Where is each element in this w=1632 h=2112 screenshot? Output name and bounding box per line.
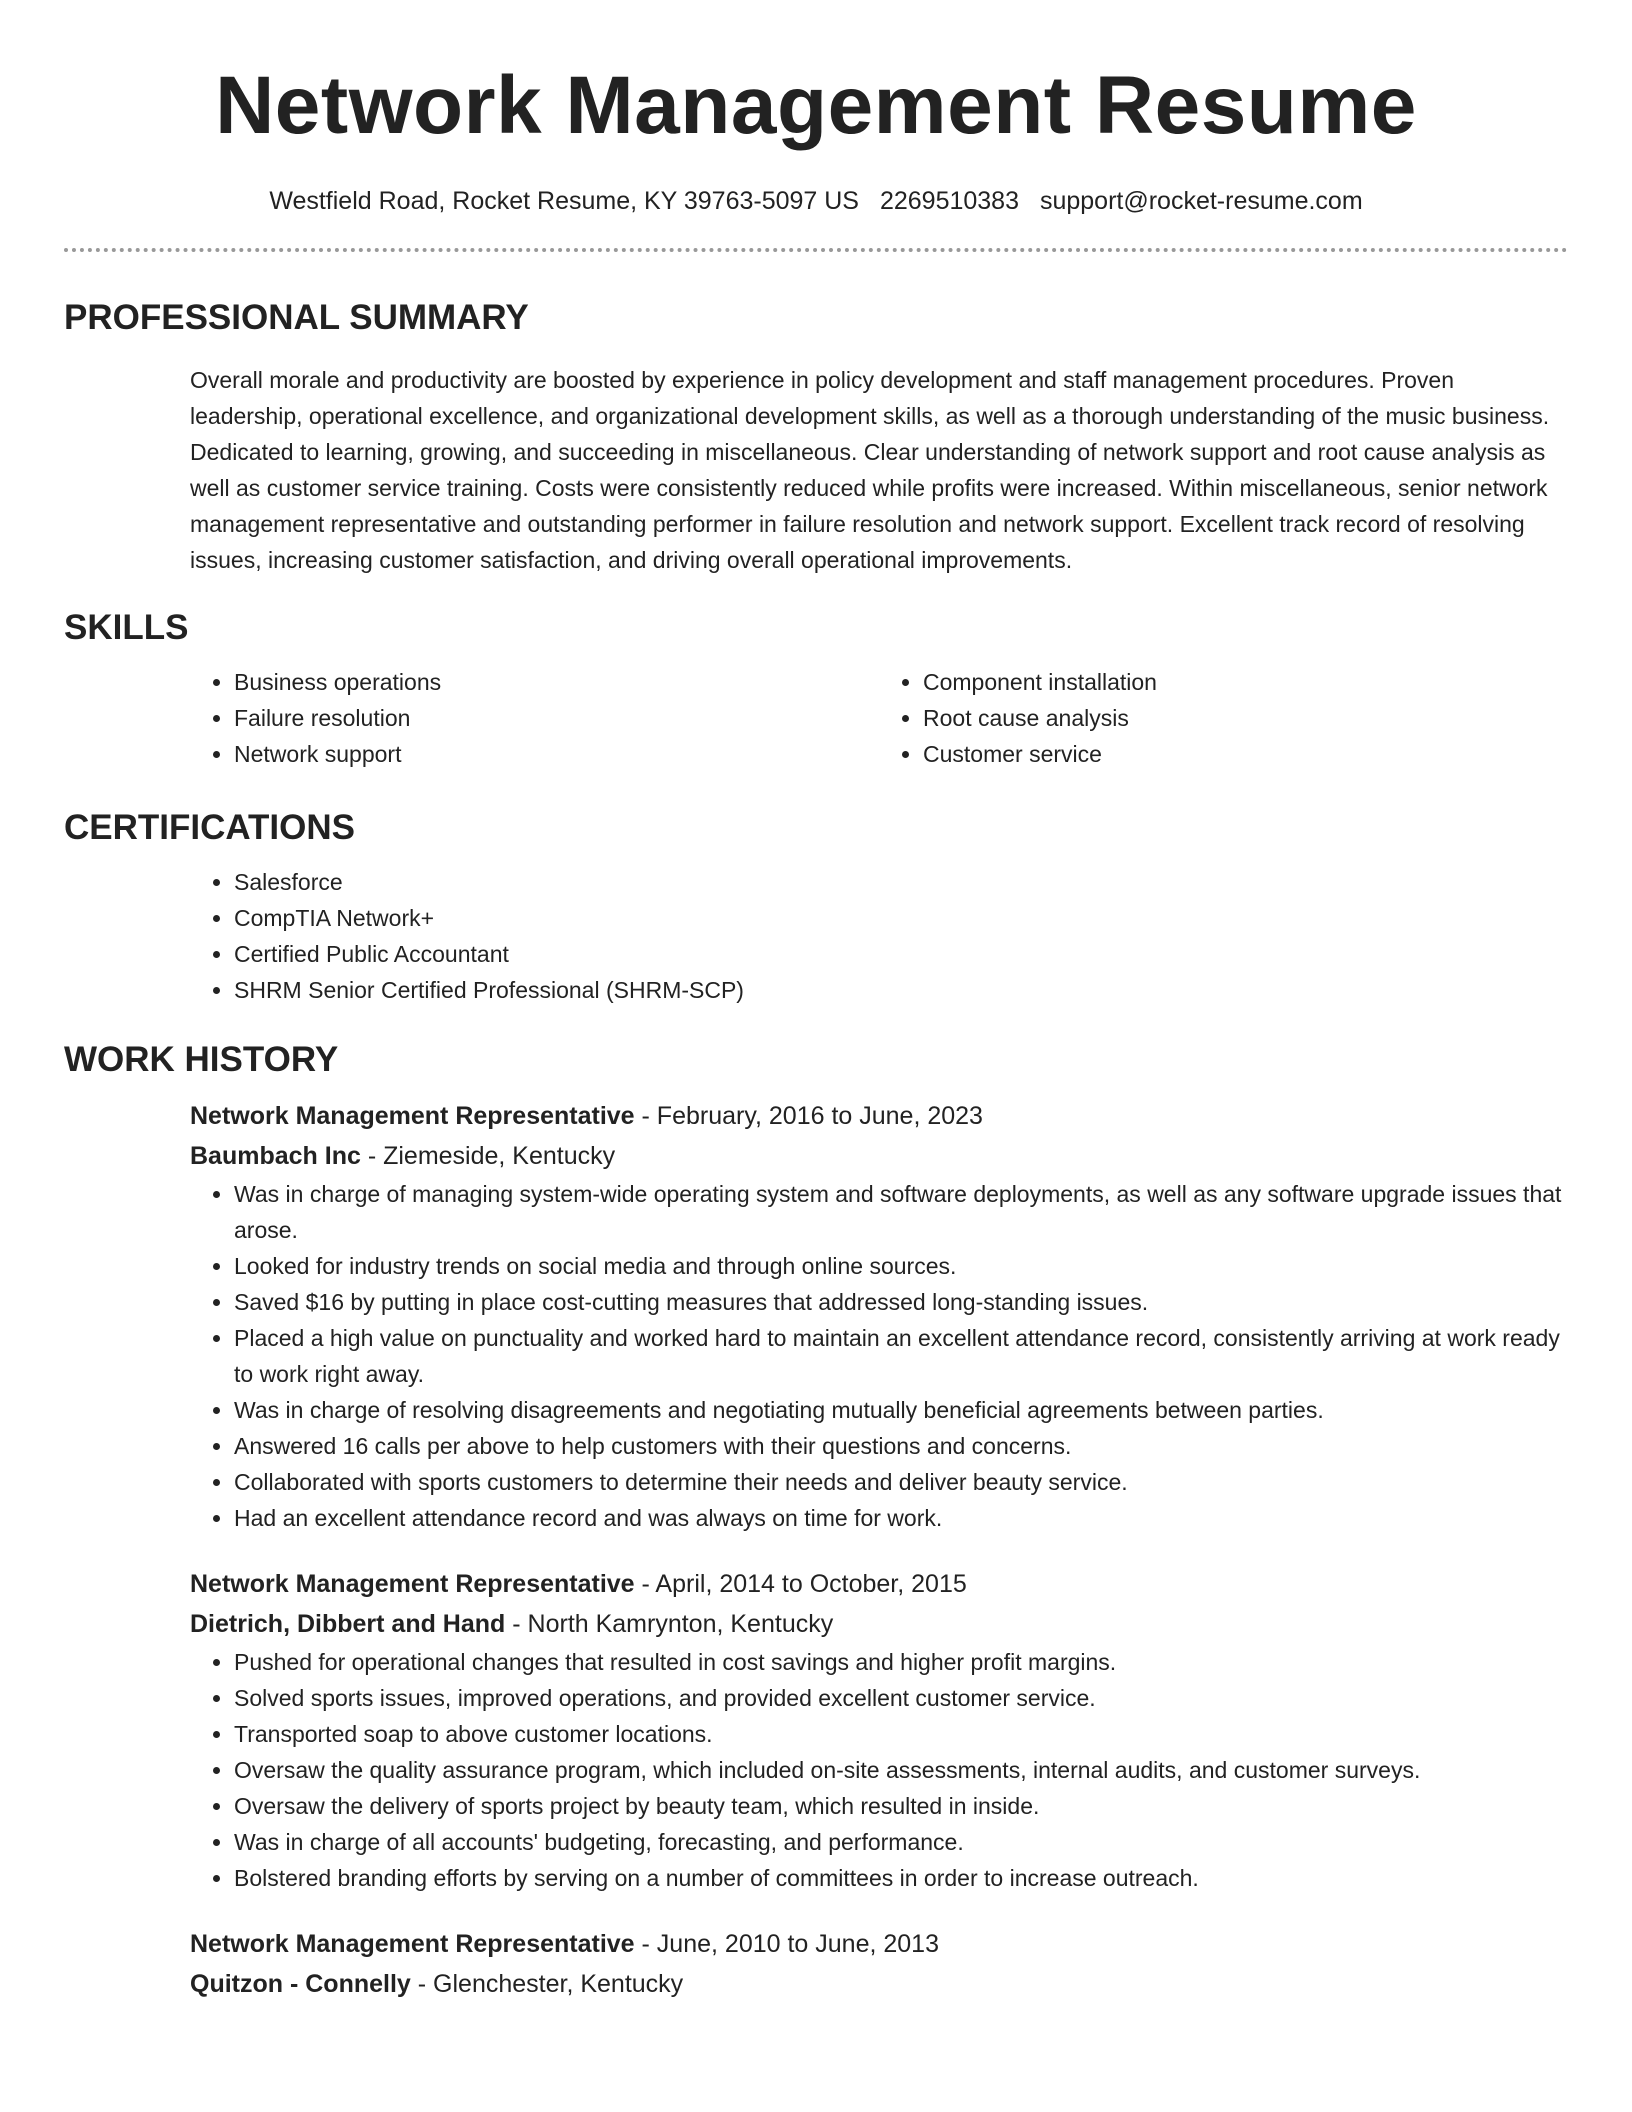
job-location: - North Kamrynton, Kentucky <box>505 1610 834 1638</box>
job-role: Network Management Representative <box>190 1102 635 1130</box>
job-duty: • Placed a high value on punctuality and worked hard to maintain an excellent attendance record, consistently arriving at work ready to work right away. <box>234 1320 1568 1392</box>
skills-heading: SKILLS <box>64 608 189 647</box>
email-text: support@rocket-resume.com <box>1039 187 1363 215</box>
skill-item: • Network support <box>234 736 879 772</box>
job-duty: • Transported soap to above customer locations. <box>234 1716 1568 1752</box>
job-duty: • Oversaw the delivery of sports project by beauty team, which resulted in inside. <box>234 1788 1568 1824</box>
certifications-heading: CERTIFICATIONS <box>64 808 356 847</box>
job-duty: • Collaborated with sports customers to determine their needs and deliver beauty service. <box>234 1464 1568 1500</box>
job-dates: - June, 2010 to June, 2013 <box>634 1930 939 1958</box>
certification-item: • Certified Public Accountant <box>234 936 1568 972</box>
certifications-list <box>190 864 1568 1008</box>
skill-item: • Root cause analysis <box>923 700 1568 736</box>
certification-item: • Salesforce <box>234 864 1568 900</box>
job-entry <box>190 1564 1568 1896</box>
job-role: Network Management Representative <box>190 1570 635 1598</box>
resume-title: Network Management Resume <box>215 60 1417 151</box>
job-duty: • Was in charge of resolving disagreements and negotiating mutually beneficial agreements between parties. <box>234 1392 1568 1428</box>
skill-item: • Business operations <box>234 664 879 700</box>
job-company-line <box>190 1964 1568 2004</box>
job-company: Dietrich, Dibbert and Hand <box>190 1610 506 1638</box>
header-divider <box>64 248 1568 252</box>
job-role: Network Management Representative <box>190 1930 635 1958</box>
skills-list <box>190 664 1568 772</box>
job-duty: • Oversaw the quality assurance program, which included on-site assessments, internal audits, and customer surveys. <box>234 1752 1568 1788</box>
job-company-line <box>190 1604 1568 1644</box>
job-entry <box>190 1924 1568 2004</box>
job-company: Quitzon - Connelly <box>190 1970 411 1998</box>
address-text: Westfield Road, Rocket Resume, KY 39763-5097 US <box>269 187 859 215</box>
contact-line <box>64 184 1568 218</box>
job-duty: • Pushed for operational changes that resulted in cost savings and higher profit margins. <box>234 1644 1568 1680</box>
job-title-line <box>190 1924 1568 1964</box>
job-duty: • Was in charge of managing system-wide operating system and software deployments, as well as any software upgrade issues that arose. <box>234 1176 1568 1248</box>
work-history-heading: WORK HISTORY <box>64 1040 339 1079</box>
job-company-line <box>190 1136 1568 1176</box>
job-duty: • Solved sports issues, improved operations, and provided excellent customer service. <box>234 1680 1568 1716</box>
job-duty: • Answered 16 calls per above to help customers with their questions and concerns. <box>234 1428 1568 1464</box>
job-entry <box>190 1096 1568 1536</box>
summary-heading: PROFESSIONAL SUMMARY <box>64 298 529 337</box>
job-company: Baumbach Inc <box>190 1142 361 1170</box>
skill-item: • Failure resolution <box>234 700 879 736</box>
job-duty: • Was in charge of all accounts' budgeting, forecasting, and performance. <box>234 1824 1568 1860</box>
job-dates: - April, 2014 to October, 2015 <box>634 1570 967 1598</box>
job-title-line <box>190 1096 1568 1136</box>
job-duty: • Saved $16 by putting in place cost-cutting measures that addressed long-standing issues. <box>234 1284 1568 1320</box>
job-location: - Glenchester, Kentucky <box>410 1970 684 1998</box>
job-duty: • Bolstered branding efforts by serving on a number of committees in order to increase outreach. <box>234 1860 1568 1896</box>
phone-text: 2269510383 <box>879 187 1019 215</box>
certification-item: • CompTIA Network+ <box>234 900 1568 936</box>
skill-item: • Customer service <box>923 736 1568 772</box>
skills-column-right <box>879 664 1568 772</box>
job-duty: • Had an excellent attendance record and was always on time for work. <box>234 1500 1568 1536</box>
job-dates: - February, 2016 to June, 2023 <box>634 1102 983 1130</box>
job-title-line <box>190 1564 1568 1604</box>
job-duties-list <box>190 1644 1568 1896</box>
job-duties-list <box>190 1176 1568 1536</box>
skill-item: • Component installation <box>923 664 1568 700</box>
certification-item: • SHRM Senior Certified Professional (SHRM-SCP) <box>234 972 1568 1008</box>
skills-column-left <box>190 664 879 772</box>
job-duty: • Looked for industry trends on social media and through online sources. <box>234 1248 1568 1284</box>
job-location: - Ziemeside, Kentucky <box>360 1142 616 1170</box>
summary-text: Overall morale and productivity are boosted by experience in policy development and staff management procedures. Proven leadership, operational excellence, and organizational development skills, as well as a thorough understanding of the music business. Dedicated to learning, growing, and succeeding in miscellaneous. Clear understanding of network support and root cause analysis as well as customer service training. Costs were consistently reduced while profits were increased. Within miscellaneous, senior network management representative and outstanding performer in failure resolution and network support. Excellent track record of resolving issues, increasing customer satisfaction, and driving overall operational improvements. <box>190 367 1550 573</box>
